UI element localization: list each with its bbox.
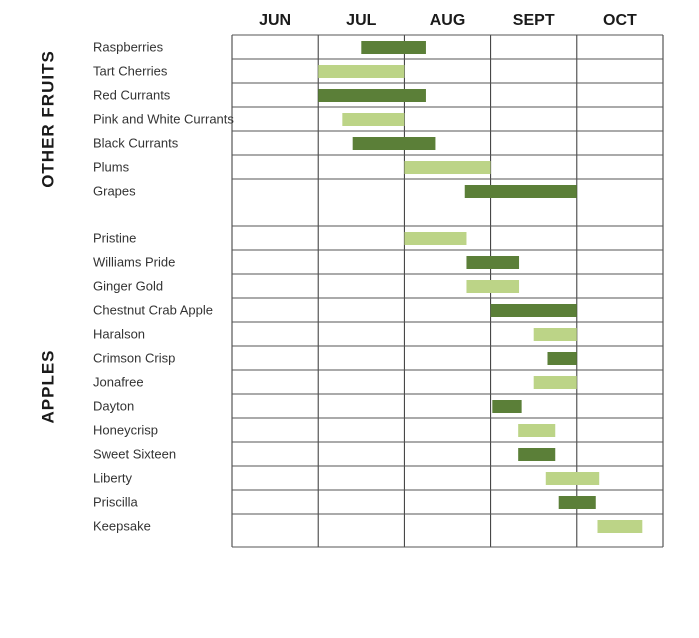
row-label-plums: Plums <box>93 159 130 175</box>
bar-chestnut-crab-apple <box>491 304 577 317</box>
month-label-jun: JUN <box>259 12 292 29</box>
row-label-williams-pride: Williams Pride <box>93 254 176 270</box>
bar-tart-cherries <box>318 65 404 78</box>
group-label-apples: APPLES <box>38 349 58 424</box>
row-label-dayton: Dayton <box>93 398 135 414</box>
row-label-jonafree: Jonafree <box>93 374 144 390</box>
row-label-grapes: Grapes <box>93 183 136 199</box>
row-label-keepsake: Keepsake <box>93 518 151 534</box>
bar-red-currants <box>318 89 426 102</box>
row-label-ginger-gold: Ginger Gold <box>93 278 164 294</box>
row-labels <box>93 40 234 534</box>
row-label-haralson: Haralson <box>93 326 146 342</box>
bar-liberty <box>546 472 599 485</box>
row-label-liberty: Liberty <box>93 470 133 486</box>
row-label-sweet-sixteen: Sweet Sixteen <box>93 446 177 462</box>
bar-pink-and-white-currants <box>342 113 404 126</box>
grid-lines <box>232 35 663 547</box>
row-label-tart-cherries: Tart Cherries <box>93 63 168 79</box>
group-label-other-fruits: OTHER FRUITS <box>38 50 58 188</box>
bar-jonafree <box>534 376 577 389</box>
row-label-priscilla: Priscilla <box>93 494 138 510</box>
month-label-sept: SEPT <box>512 12 555 29</box>
harvest-bars <box>318 41 642 533</box>
bar-honeycrisp <box>518 424 555 437</box>
row-label-honeycrisp: Honeycrisp <box>93 422 159 438</box>
group-labels <box>38 50 57 423</box>
row-label-pristine: Pristine <box>93 230 137 246</box>
bar-dayton <box>492 400 521 413</box>
row-label-red-currants: Red Currants <box>93 87 171 103</box>
bar-sweet-sixteen <box>518 448 555 461</box>
month-label-oct: OCT <box>603 12 637 29</box>
row-label-chestnut-crab-apple: Chestnut Crab Apple <box>93 302 213 318</box>
bar-raspberries <box>361 41 426 54</box>
row-label-crimson-crisp: Crimson Crisp <box>93 350 176 366</box>
bar-black-currants <box>353 137 436 150</box>
bar-keepsake <box>597 520 642 533</box>
bar-priscilla <box>559 496 596 509</box>
row-label-pink-and-white-currants: Pink and White Currants <box>93 111 234 127</box>
bar-haralson <box>534 328 577 341</box>
bar-pristine <box>404 232 466 245</box>
bar-plums <box>404 161 490 174</box>
row-label-raspberries: Raspberries <box>93 39 164 55</box>
bar-ginger-gold <box>466 280 519 293</box>
month-header <box>259 12 637 29</box>
month-label-jul: JUL <box>346 12 377 29</box>
bar-crimson-crisp <box>547 352 576 365</box>
month-label-aug: AUG <box>429 12 466 29</box>
bar-williams-pride <box>466 256 519 269</box>
row-label-black-currants: Black Currants <box>93 135 179 151</box>
bar-grapes <box>465 185 577 198</box>
